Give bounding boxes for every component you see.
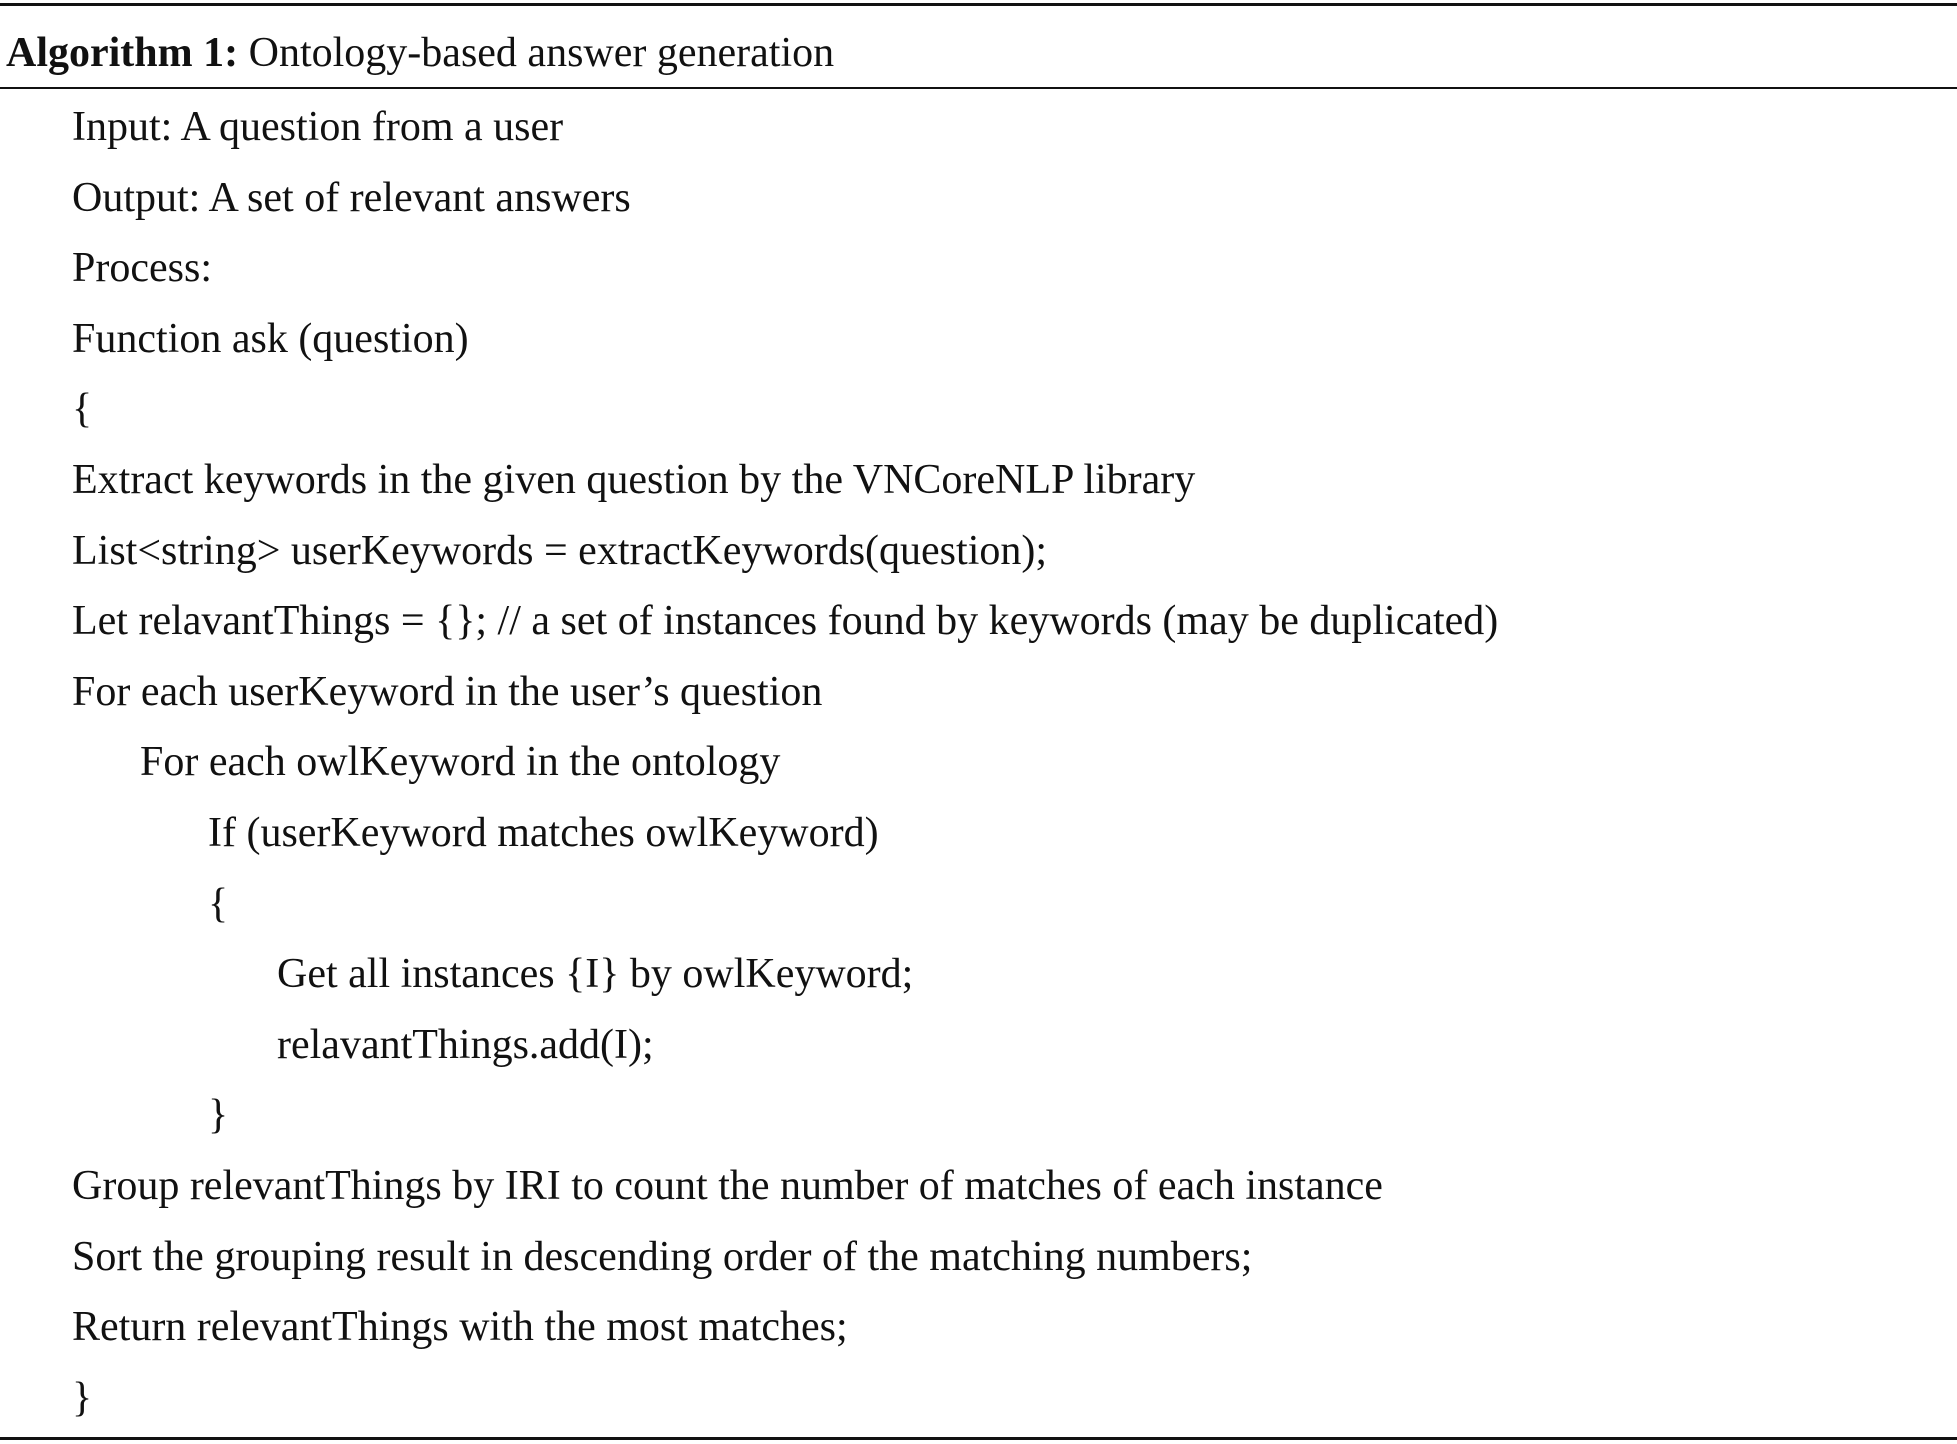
code-line: Group relevantThings by IRI to count the number of matches of each instance: [72, 1163, 1383, 1209]
code-line: Let relavantThings = {}; // a set of instances found by keywords (may be duplicated): [72, 598, 1499, 645]
code-line: List<string> userKeywords = extractKeywords(question);: [72, 527, 1048, 574]
code-line: }: [72, 1374, 93, 1421]
code-line: }: [208, 1092, 229, 1139]
code-line: Get all instances {I} by owlKeyword;: [277, 951, 914, 998]
code-line: Return relevantThings with the most matches;: [72, 1304, 848, 1351]
top-rule: [0, 3, 1957, 6]
code-line: Sort the grouping result in descending order of the matching numbers;: [72, 1233, 1253, 1280]
code-line: For each owlKeyword in the ontology: [140, 739, 781, 786]
algorithm-label: Algorithm 1:: [6, 30, 239, 76]
code-line: relavantThings.add(I);: [277, 1021, 654, 1068]
code-line: Function ask (question): [72, 315, 469, 362]
code-line: If (userKeyword matches owlKeyword): [208, 810, 879, 856]
code-line: Process:: [72, 245, 212, 292]
code-line: Extract keywords in the given question by the VNCoreNLP library: [72, 457, 1196, 503]
code-line: Output: A set of relevant answers: [72, 174, 631, 221]
algorithm-caption: [6, 28, 834, 78]
code-line: {: [72, 386, 93, 433]
caption-rule: [0, 87, 1957, 89]
code-line: {: [208, 880, 229, 927]
bottom-rule: [0, 1437, 1957, 1440]
algorithm-title: Ontology-based answer generation: [238, 30, 835, 76]
code-line: Input: A question from a user: [72, 104, 564, 150]
code-line: For each userKeyword in the user’s question: [72, 668, 823, 715]
